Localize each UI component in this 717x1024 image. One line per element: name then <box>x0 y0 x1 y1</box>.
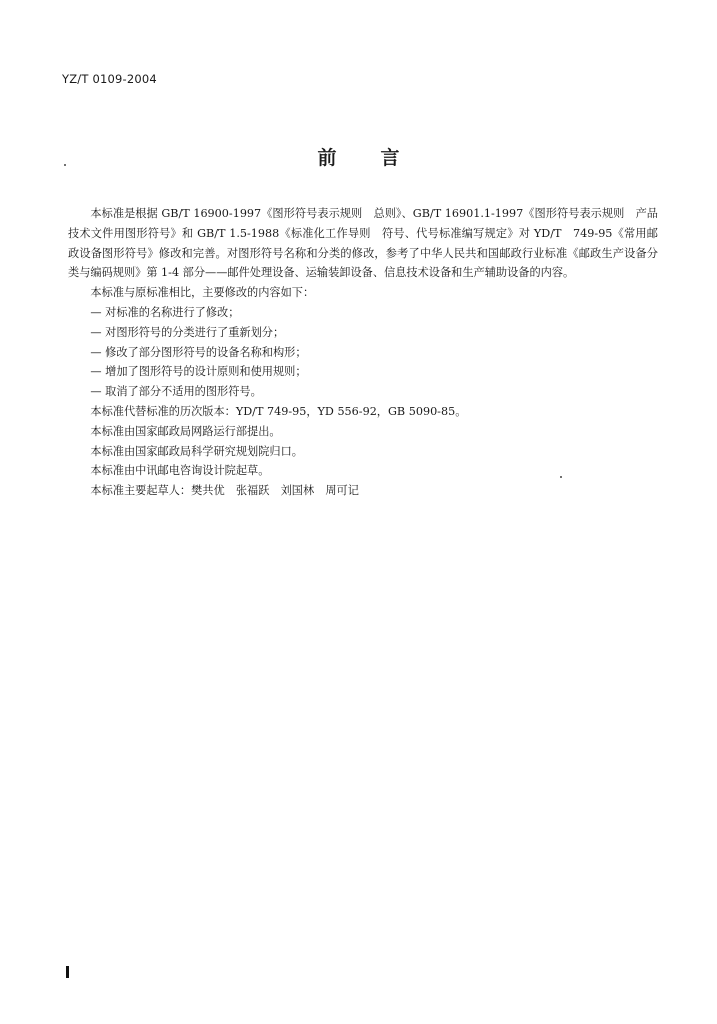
foreword-paragraph-replaces: 本标准代替标准的历次版本：YD/T 749-95，YD 556-92，GB 5090-85。 <box>90 404 467 418</box>
page-title: 前言 <box>317 147 444 169</box>
change-item: — 对标准的名称进行了修改； <box>90 305 240 319</box>
page-number-mark <box>66 966 69 978</box>
foreword-paragraph-changes-intro: 本标准与原标准相比，主要修改的内容如下： <box>90 286 315 300</box>
foreword-paragraph-authors: 本标准主要起草人：樊共优 张福跃 刘国林 周可记 <box>90 484 359 498</box>
scan-speck <box>64 164 66 166</box>
change-item: — 修改了部分图形符号的设备名称和构形； <box>90 345 307 359</box>
foreword-paragraph-basis: 本标准是根据 GB/T 16900-1997《图形符号表示规则 总则》、GB/T 16901.1-1997《图形符号表示规则 产品技术文件用图形符号》和 GB/T 1.5-1988《标准化工作导则 符号、代号标准编写规定》对 YD/T 749-95《常用邮政设备图形符号》修改和完善。对图形符号名称和分类的修改，参考了中华人民共和国邮政行业标准《邮政生产设备分类与编码规则》第 1-4 部分——邮件处理设备、运输装卸设备、信息技术设备和生产辅助设备的内容。 <box>68 207 658 280</box>
foreword-paragraph-proposer: 本标准由国家邮政局网路运行部提出。 <box>90 424 281 438</box>
foreword-paragraph-administrator: 本标准由国家邮政局科学研究规划院归口。 <box>90 444 303 458</box>
foreword-paragraph-drafter: 本标准由中讯邮电咨询设计院起草。 <box>90 464 270 478</box>
standard-code: YZ/T 0109-2004 <box>62 72 157 86</box>
change-item: — 增加了图形符号的设计原则和使用规则； <box>90 365 307 379</box>
foreword-body <box>68 204 658 501</box>
change-item: — 取消了部分不适用的图形符号。 <box>90 385 262 399</box>
change-item: — 对图形符号的分类进行了重新划分； <box>90 325 285 339</box>
